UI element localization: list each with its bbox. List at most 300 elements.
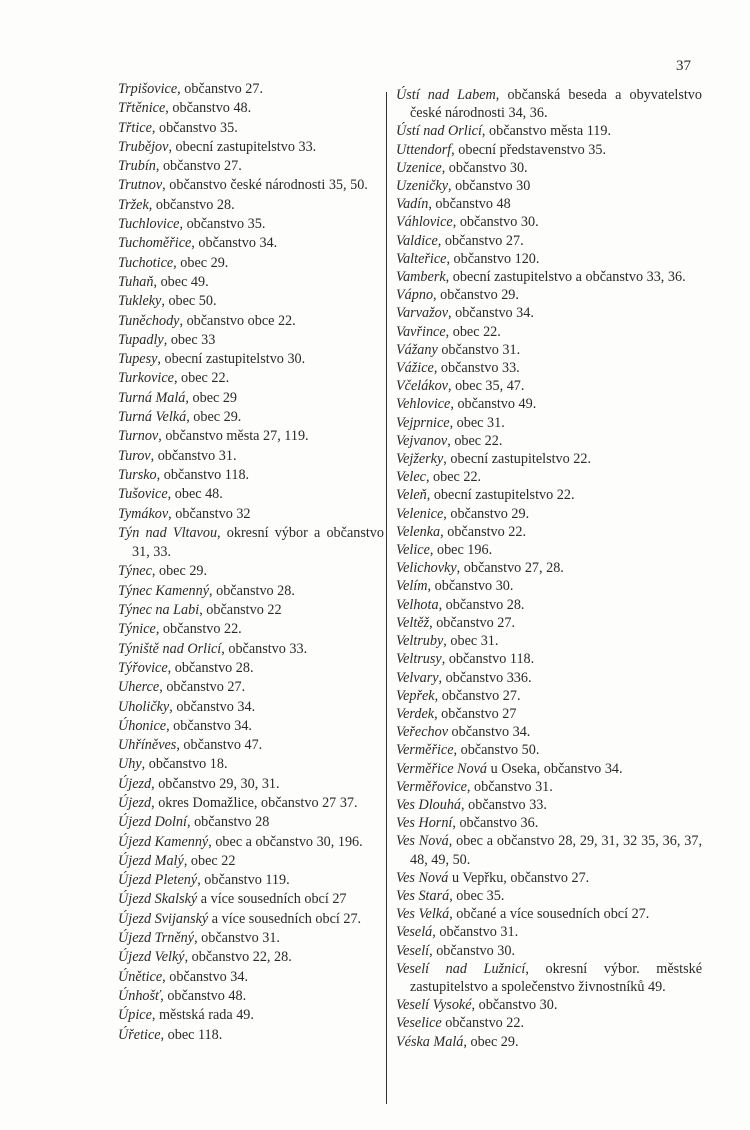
index-entry [118, 427, 384, 446]
index-entry [396, 923, 702, 941]
index-entry [118, 717, 384, 736]
place-name: Trubějov [118, 138, 169, 155]
index-entry [396, 650, 702, 668]
index-entry [118, 176, 384, 195]
index-entry [118, 524, 384, 563]
index-entry [396, 1033, 702, 1051]
index-entry [396, 395, 702, 413]
index-column-right [396, 86, 702, 1051]
place-name: Ústí nad Labem [396, 87, 496, 103]
index-entry [396, 905, 702, 923]
place-name: Turov [118, 447, 151, 464]
index-entry [396, 596, 702, 614]
index-entry [396, 669, 702, 687]
place-name: Tuchoměřice [118, 235, 192, 252]
index-entry [118, 157, 384, 176]
index-entry [118, 254, 384, 273]
index-entry [396, 450, 702, 468]
entry-text: , občanstvo 30. [427, 578, 514, 595]
place-name: Ves Stará [396, 887, 450, 904]
entry-text: , obec 29. [463, 1033, 519, 1050]
place-name: Ves Nová [396, 833, 449, 850]
entry-text: , obecní zastupitelstvo a občanstvo 33, 36. [445, 269, 686, 286]
place-name: Újezd [118, 775, 152, 792]
entry-text: u Oseka, občanstvo 34. [487, 760, 623, 777]
index-entry [118, 99, 384, 118]
place-name: Veřechov [396, 724, 448, 741]
place-name: Týn nad Vltavou [118, 524, 218, 541]
index-entry [118, 273, 384, 292]
index-entry [396, 323, 702, 341]
place-name: Újezd Kamenný [118, 833, 209, 850]
entry-text: , obec 50. [161, 293, 217, 310]
entry-text: , občanstvo 30. [471, 997, 558, 1014]
entry-text: občanstvo 22. [441, 1015, 525, 1032]
index-entry [396, 341, 702, 359]
entry-text: , občanstvo 36. [452, 815, 539, 832]
entry-text: , občanstvo města 27, 119. [158, 428, 309, 445]
index-entry [396, 814, 702, 832]
place-name: Úpice [118, 1007, 152, 1024]
index-entry [396, 414, 702, 432]
entry-text: , obec 29. [186, 409, 242, 426]
index-entry [396, 359, 702, 377]
entry-text: , občanstvo 29, 30, 31. [151, 775, 280, 792]
index-entry [118, 292, 384, 311]
index-entry [396, 832, 702, 868]
place-name: Újezd Velký [118, 949, 185, 966]
place-name: Tuchlovice [118, 216, 180, 233]
place-name: Vejprnice [396, 414, 450, 431]
entry-text: , občanstvo 32 [168, 505, 251, 522]
place-name: Tuněchody [118, 312, 180, 329]
entry-text: , občanstvo 28 [186, 814, 270, 831]
place-name: Veselí Vysoké [396, 997, 472, 1014]
entry-text: , občanstvo 34. [169, 698, 256, 715]
index-entry [118, 813, 384, 832]
index-entry [396, 869, 702, 887]
place-name: Tursko [118, 466, 157, 483]
index-entry [118, 196, 384, 215]
place-name: Velenka [396, 523, 441, 540]
index-entry [118, 755, 384, 774]
index-entry [118, 852, 384, 871]
entry-text: , městská rada 49. [151, 1007, 254, 1024]
place-name: Valdice [396, 232, 438, 249]
index-entry [118, 389, 384, 408]
index-entry [118, 80, 384, 99]
index-entry [396, 377, 702, 395]
index-entry [396, 723, 702, 741]
index-entry [118, 833, 384, 852]
index-entry [118, 910, 384, 929]
entry-text: , občanstvo 18. [141, 756, 228, 773]
entry-text: , občanstvo české národnosti 35, 50. [162, 177, 368, 194]
place-name: Veleň [396, 487, 427, 504]
index-entry [118, 582, 384, 601]
place-name: Velice [396, 542, 430, 559]
entry-text: , obec 48. [167, 486, 223, 503]
place-name: Vejžerky [396, 451, 444, 468]
place-name: Vejvanov [396, 432, 448, 449]
place-name: Vehlovice [396, 396, 451, 413]
index-entry [396, 559, 702, 577]
entry-text: , občanstvo 31. [432, 924, 519, 941]
place-name: Ves Velká [396, 906, 450, 923]
entry-text: občanstvo 31. [437, 341, 521, 358]
place-name: Trutnov [118, 177, 163, 194]
entry-text: , občanstvo města 119. [481, 123, 612, 140]
entry-text: , obecní zastupitelstvo 22. [426, 487, 575, 504]
column-divider [386, 92, 387, 1104]
index-entry [118, 775, 384, 794]
place-name: Verměřice [396, 742, 454, 759]
place-name: Trpišovice [118, 81, 178, 97]
index-entry [118, 948, 384, 967]
entry-text: , okresní výbor. městské zastupitelstvo a společenstvo živnostníků 49. [410, 960, 702, 995]
entry-text: občanstvo 34. [448, 724, 531, 741]
place-name: Verměřice Nová [396, 760, 488, 777]
entry-text: , občanstvo 30 [448, 178, 531, 195]
place-name: Vavřince [396, 323, 446, 340]
place-name: Týnice [118, 621, 156, 638]
place-name: Vápno [396, 287, 434, 304]
index-entry [396, 195, 702, 213]
entry-text: , občanstvo 28. [167, 659, 254, 676]
entry-text: , občanstvo 29. [433, 287, 519, 304]
page-number: 37 [676, 58, 691, 74]
index-entry [396, 304, 702, 322]
entry-text: , občanstvo obce 22. [179, 312, 296, 329]
place-name: Trubín [118, 158, 156, 175]
entry-text: , obec 35, 47. [447, 378, 525, 395]
index-entry [396, 541, 702, 559]
entry-text: , obecní zastupitelstvo 33. [168, 138, 317, 155]
entry-text: , občanstvo 35. [179, 216, 266, 233]
entry-text: , občanstvo 34. [166, 717, 252, 734]
entry-text: , obec a občanstvo 28, 29, 31, 32 35, 36, 37, 48, 49, 50. [410, 833, 703, 868]
place-name: Týnec [118, 563, 152, 580]
place-name: Tukleky [118, 293, 162, 310]
entry-text: , obec 22. [447, 432, 503, 449]
place-name: Týniště nad Orlicí [118, 640, 222, 657]
entry-text: , občanstvo 28. [148, 196, 235, 213]
index-entry [396, 796, 702, 814]
index-entry [396, 286, 702, 304]
entry-text: , občanstvo 33. [433, 360, 520, 377]
place-name: Velím [396, 578, 428, 595]
place-name: Turná Velká [118, 409, 187, 426]
place-name: Uholičky [118, 698, 170, 715]
entry-text: , občanstvo 50. [453, 742, 540, 759]
entry-text: , občanstvo 22, 28. [184, 949, 292, 966]
index-entry [396, 177, 702, 195]
place-name: Turnov [118, 428, 159, 445]
index-entry [118, 698, 384, 717]
index-entry [118, 138, 384, 157]
index-entry [118, 620, 384, 639]
index-entry [118, 659, 384, 678]
entry-text: , občanstvo 34. [448, 305, 534, 322]
index-entry [118, 1006, 384, 1025]
entry-text: , obec 22. [445, 323, 501, 340]
index-entry [118, 466, 384, 485]
index-entry [118, 505, 384, 524]
place-name: Ústí nad Orlicí [396, 123, 482, 140]
entry-text: , obec 22. [425, 469, 482, 486]
index-entry [396, 268, 702, 286]
index-entry [118, 929, 384, 948]
index-entry [396, 1014, 702, 1032]
entry-text: , obec 35. [449, 887, 505, 904]
entry-text: , občanstvo 33. [461, 796, 547, 813]
place-name: Újezd [118, 794, 152, 811]
place-name: Ves Nová [396, 869, 449, 886]
entry-text: , občanstvo 22. [155, 621, 242, 638]
place-name: Vážany [396, 341, 438, 358]
index-entry [396, 232, 702, 250]
entry-text: , obecní zastupitelstvo 30. [157, 351, 306, 368]
place-name: Vadín [396, 196, 429, 213]
entry-text: , obecní zastupitelstvo 22. [443, 451, 592, 468]
place-name: Újezd Svijanský [118, 910, 209, 927]
index-entry [118, 640, 384, 659]
place-name: Tupesy [118, 351, 158, 368]
entry-text: , občanstvo 48. [160, 987, 247, 1004]
index-entry [118, 562, 384, 581]
entry-text: , občanstvo 336. [438, 669, 532, 686]
entry-text: , občanstvo 22 [199, 602, 282, 619]
index-entry [396, 960, 702, 996]
place-name: Veselá [396, 924, 433, 941]
place-name: Tušovice [118, 486, 168, 503]
entry-text: , obec 29. [173, 254, 229, 271]
entry-text: , občanstvo 30. [441, 159, 528, 176]
place-name: Třtěnice [118, 100, 166, 117]
index-entry [118, 968, 384, 987]
entry-text: , občanstvo 31. [194, 930, 280, 947]
index-entry [396, 122, 702, 140]
place-name: Újezd Pletený [118, 872, 198, 889]
entry-text: , občanstvo 34. [162, 968, 249, 985]
index-entry [118, 485, 384, 504]
place-name: Varvažov [396, 305, 449, 322]
index-entry [118, 987, 384, 1006]
entry-text: , občanstvo 28. [209, 582, 295, 599]
place-name: Váhlovice [396, 214, 453, 231]
place-name: Turná Malá [118, 389, 186, 406]
place-name: Únětice [118, 968, 163, 985]
index-entry [396, 486, 702, 504]
place-name: Uttendorf [396, 141, 452, 158]
place-name: Uherce [118, 679, 160, 696]
place-name: Ves Dlouhá [396, 796, 462, 813]
index-entry [118, 119, 384, 138]
entry-text: , občanstvo 48 [428, 196, 511, 213]
entry-text: , obec 22 [183, 852, 236, 869]
place-name: Včelákov [396, 378, 448, 395]
place-name: Uhříněves [118, 737, 177, 754]
place-name: Veselice [396, 1015, 442, 1032]
index-entry [396, 432, 702, 450]
entry-text: , občanstvo 34. [191, 235, 278, 252]
place-name: Újezd Dolní [118, 814, 187, 831]
entry-text: , obec a občanstvo 30, 196. [208, 833, 363, 850]
index-entry [118, 408, 384, 427]
entry-text: , občané a více sousedních obcí 27. [449, 906, 650, 923]
entry-text: , okres Domažlice, občanstvo 27 37. [151, 794, 358, 811]
index-entry [396, 687, 702, 705]
entry-text: , občanstvo 120. [446, 250, 540, 267]
index-entry [396, 141, 702, 159]
place-name: Veltrusy [396, 651, 442, 668]
entry-text: , občanstvo 27, 28. [456, 560, 564, 577]
index-entry [396, 159, 702, 177]
entry-text: , občanstvo 29. [443, 505, 530, 522]
index-entry [396, 468, 702, 486]
entry-text: , občanstvo 49. [450, 396, 537, 413]
place-name: Velichovky [396, 560, 457, 577]
index-entry [396, 523, 702, 541]
entry-text: , občanstvo 47. [176, 737, 263, 754]
place-name: Velec [396, 469, 426, 486]
entry-text: , obec 31. [443, 633, 499, 650]
index-entry [396, 942, 702, 960]
entry-text: , obec 31. [449, 414, 505, 431]
index-entry [396, 250, 702, 268]
place-name: Velenice [396, 505, 444, 522]
index-entry [118, 890, 384, 909]
place-name: Týnec Kamenný [118, 582, 210, 599]
place-name: Valteřice [396, 250, 447, 267]
index-entry [118, 736, 384, 755]
place-name: Vamberk [396, 269, 446, 286]
place-name: Uzenice [396, 159, 442, 176]
entry-text: , občanstvo 119. [197, 872, 290, 889]
index-entry [396, 741, 702, 759]
index-entry [118, 794, 384, 813]
place-name: Ves Horní [396, 815, 453, 832]
entry-text: , občanstvo 22. [440, 523, 527, 540]
entry-text: , občanstvo 31. [150, 447, 237, 464]
place-name: Vážice [396, 360, 434, 377]
entry-text: , občanstvo 27. [437, 232, 524, 249]
index-entry [396, 577, 702, 595]
entry-text: a více sousedních obcí 27. [208, 910, 362, 927]
entry-text: , občanstvo 118. [156, 466, 250, 483]
place-name: Újezd Trněný [118, 930, 195, 947]
place-name: Úhonice [118, 717, 167, 734]
entry-text: , občanstvo 27. [155, 158, 242, 175]
index-entry [396, 632, 702, 650]
index-entry [396, 996, 702, 1014]
place-name: Uzeničky [396, 178, 448, 195]
entry-text: , občanstvo 118. [441, 651, 535, 668]
place-name: Únhošť [118, 987, 161, 1004]
place-name: Veltruby [396, 633, 444, 650]
entry-text: , občanstvo 27. [177, 81, 264, 97]
index-entry [118, 312, 384, 331]
entry-text: , obec 49. [153, 273, 209, 290]
place-name: Tržek [118, 196, 149, 213]
index-entry [118, 871, 384, 890]
place-name: Tuhaň [118, 273, 154, 290]
index-entry [118, 234, 384, 253]
place-name: Velvary [396, 669, 439, 686]
entry-text: , obec 29 [185, 389, 238, 406]
index-column-left [118, 80, 384, 1045]
place-name: Velhota [396, 596, 439, 613]
place-name: Tupadly [118, 331, 164, 348]
index-entry [396, 760, 702, 778]
entry-text: , občanstvo 27. [159, 679, 246, 696]
index-entry [396, 887, 702, 905]
entry-text: , občanstvo 48. [165, 100, 252, 117]
place-name: Týřovice [118, 659, 168, 676]
entry-text: , okresní výbor a občanstvo 31, 33. [132, 524, 384, 561]
index-entry [396, 213, 702, 231]
place-name: Véska Malá [396, 1033, 464, 1050]
entry-text: , obec 196. [429, 542, 493, 559]
place-name: Verdek [396, 705, 435, 722]
place-name: Třtice [118, 119, 152, 136]
place-name: Turkovice [118, 370, 174, 387]
index-entry [396, 705, 702, 723]
place-name: Veltěž [396, 614, 430, 631]
place-name: Veselí nad Lužnicí [396, 960, 526, 977]
place-name: Veselí [396, 942, 430, 959]
entry-text: , občanstvo 28. [438, 596, 525, 613]
entry-text: , obec 33 [163, 331, 216, 348]
index-entry [396, 614, 702, 632]
entry-text: , občanstvo 27. [434, 687, 521, 704]
entry-text: , obec 22. [173, 370, 230, 387]
index-entry [118, 331, 384, 350]
entry-text: a více sousedních obcí 27 [197, 891, 347, 908]
index-entry [118, 601, 384, 620]
place-name: Tuchotice [118, 254, 174, 271]
entry-text: , občanstvo 30. [452, 214, 539, 231]
place-name: Uhy [118, 756, 142, 773]
entry-text: , obec 29. [151, 563, 208, 580]
entry-text: , občanstvo 30. [429, 942, 515, 959]
place-name: Verměřovice [396, 778, 467, 795]
place-name: Újezd Malý [118, 852, 184, 869]
entry-text: , obec 118. [160, 1026, 223, 1043]
entry-text: , občanstvo 27 [434, 705, 517, 722]
index-entry [118, 678, 384, 697]
place-name: Vepřek [396, 687, 435, 704]
index-entry [118, 447, 384, 466]
entry-text: , občanstvo 27. [429, 614, 515, 631]
index-entry [396, 86, 702, 122]
entry-text: , občanstvo 35. [151, 119, 238, 136]
place-name: Úřetice [118, 1026, 161, 1043]
entry-text: , občanstvo 33. [221, 640, 308, 657]
place-name: Tymákov [118, 505, 169, 522]
index-entry [396, 505, 702, 523]
place-name: Újezd Skalský [118, 891, 198, 908]
index-entry [118, 1026, 384, 1045]
entry-text: , občanská beseda a obyvatelstvo české národnosti 34, 36. [410, 87, 702, 122]
entry-text: , obecní představenstvo 35. [451, 141, 607, 158]
index-entry [396, 778, 702, 796]
index-entry [118, 369, 384, 388]
place-name: Týnec na Labi [118, 602, 200, 619]
index-entry [118, 350, 384, 369]
index-entry [118, 215, 384, 234]
entry-text: u Vepřku, občanstvo 27. [448, 869, 590, 886]
